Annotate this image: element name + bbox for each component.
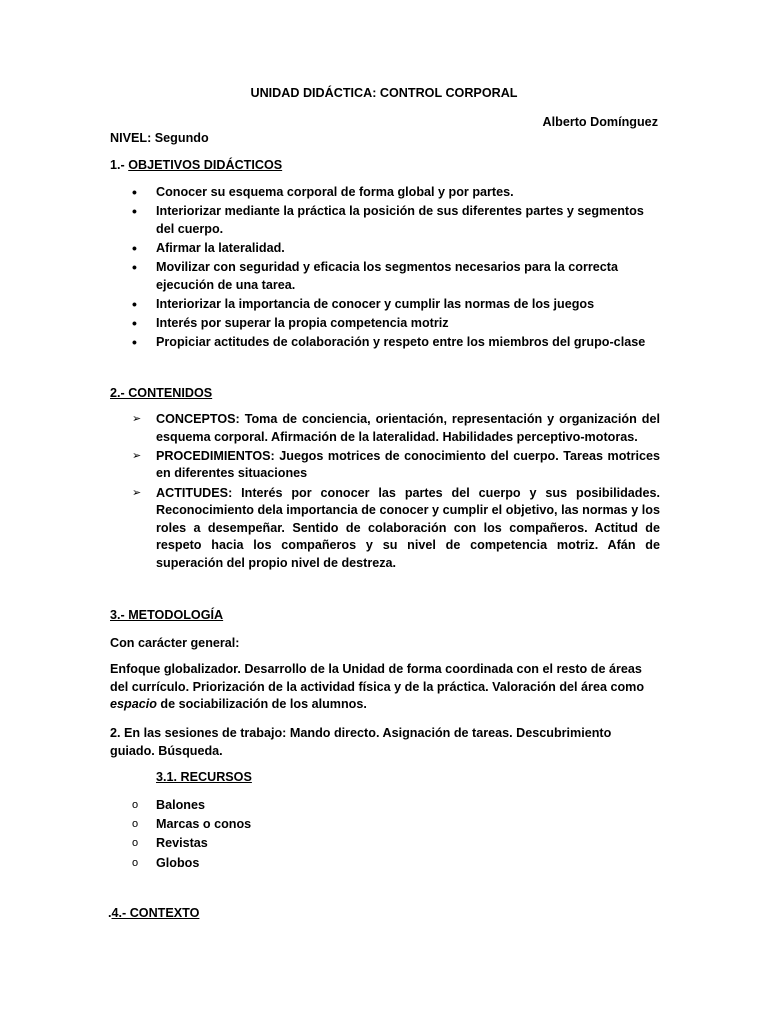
- bullet-icon: •: [132, 184, 137, 200]
- list-item-text: Marcas o conos: [156, 817, 252, 832]
- methodology-paragraph-1: [110, 661, 658, 714]
- methodology-heading: [110, 608, 223, 622]
- list-item: [110, 203, 660, 238]
- arrow-bullet-icon: ➢: [132, 413, 142, 425]
- list-item: [110, 816, 660, 834]
- title-prefix: UNIDAD DIDÁCTICA:: [250, 86, 380, 100]
- circle-bullet-icon: o: [132, 837, 139, 850]
- arrow-bullet-icon: ➢: [132, 486, 142, 499]
- list-item-text: PROCEDIMIENTOS: Juegos motrices de conocimiento del cuerpo. Tareas motrices en diferentes situaciones: [156, 448, 660, 481]
- resources-list: [110, 797, 660, 874]
- context-heading: [108, 906, 199, 920]
- resources-heading: 3.1. RECURSOS: [156, 770, 252, 784]
- contents-heading: [110, 386, 212, 400]
- list-item: [110, 184, 660, 202]
- bullet-icon: •: [132, 295, 137, 312]
- context-title: 4.- CONTEXTO: [111, 906, 200, 920]
- methodology-paragraph-2: 2. En las sesiones de trabajo: Mando directo. Asignación de tareas. Descubrimiento guiado. Búsqueda.: [110, 726, 612, 758]
- context-prefix: .: [108, 906, 112, 920]
- list-item-text: Movilizar con seguridad y eficacia los segmentos necesarios para la correcta ejecución de una tarea.: [156, 260, 618, 292]
- list-item-text: Interiorizar la importancia de conocer y cumplir las normas de los juegos: [156, 296, 595, 311]
- list-item: [110, 485, 660, 573]
- list-item-text: Revistas: [156, 836, 208, 851]
- list-item: [110, 411, 660, 446]
- level-label: NIVEL: Segundo: [110, 131, 209, 145]
- list-item-text: CONCEPTOS: Toma de conciencia, orientación, representación y organización del esquema corporal. Afirmación de la lateralidad. Habilidades perceptivo-motoras.: [156, 412, 660, 444]
- list-item-text: Balones: [156, 798, 205, 812]
- title-main: CONTROL CORPORAL: [379, 86, 518, 100]
- methodology-general-label: Con carácter general:: [110, 636, 240, 650]
- circle-bullet-icon: o: [132, 799, 139, 811]
- bullet-icon: •: [132, 315, 137, 332]
- author-name: Alberto Domínguez: [542, 115, 658, 129]
- bullet-icon: •: [132, 334, 137, 351]
- list-item-text: Propiciar actitudes de colaboración y respeto entre los miembros del grupo-clase: [156, 335, 646, 350]
- list-item-text: Globos: [156, 855, 200, 870]
- list-item: [110, 334, 660, 352]
- list-item: [110, 855, 660, 873]
- list-item: [110, 240, 660, 258]
- objectives-number: 1.-: [110, 158, 129, 172]
- bullet-icon: •: [132, 239, 137, 256]
- arrow-bullet-icon: ➢: [132, 449, 142, 462]
- methodology-paragraph-1-start: Enfoque globalizador. Desarrollo de la Unidad de forma coordinada con el resto de áreas del currículo. Priorización de la actividad física y de la práctica. Valoración del área como: [110, 662, 645, 694]
- list-item-text: Afirmar la lateralidad.: [156, 240, 285, 255]
- list-item-text: Interés por superar la propia competencia motriz: [156, 316, 449, 331]
- list-item: [110, 835, 660, 853]
- methodology-title: 3.- METODOLOGÍA: [110, 608, 224, 622]
- list-item: [110, 296, 660, 314]
- objectives-heading: [110, 158, 282, 172]
- bullet-icon: •: [132, 259, 137, 276]
- list-item: [110, 448, 660, 483]
- objectives-list: [110, 184, 660, 354]
- methodology-paragraph-1-end: de sociabilización de los alumnos.: [156, 697, 367, 712]
- objectives-title: OBJETIVOS DIDÁCTICOS: [128, 158, 283, 172]
- bullet-icon: •: [132, 203, 137, 220]
- document-title: [0, 86, 768, 100]
- list-item: [110, 315, 660, 333]
- methodology-paragraph-1-italic: espacio: [110, 697, 157, 712]
- list-item-text: ACTITUDES: Interés por conocer las partes del cuerpo y sus posibilidades. Reconocimiento dela importancia de conocer y cumplir el objetivo, las normas y los roles a desempeñar. Sentido de colaboración con los compañeros. Actitud de respeto hacia los compañeros y su nivel de competencia motriz. Afán de superación del propio nivel de destreza.: [156, 485, 660, 570]
- list-item-text: Conocer su esquema corporal de forma global y por partes.: [156, 185, 514, 199]
- list-item: [110, 259, 660, 294]
- circle-bullet-icon: o: [132, 856, 139, 869]
- circle-bullet-icon: o: [132, 818, 139, 831]
- list-item-text: Interiorizar mediante la práctica la posición de sus diferentes partes y segmentos del cuerpo.: [156, 204, 644, 236]
- contents-title: 2.- CONTENIDOS: [110, 386, 213, 400]
- list-item: [110, 797, 660, 815]
- contents-list: [110, 411, 660, 574]
